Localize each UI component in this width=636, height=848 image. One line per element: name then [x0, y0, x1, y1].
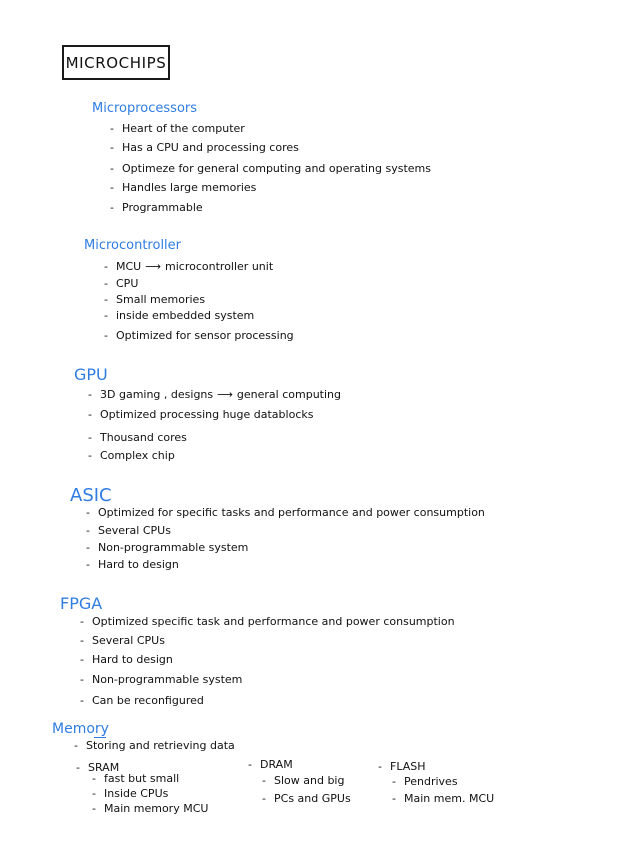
heading-microprocessors: Microprocessors	[92, 101, 198, 116]
bullet-dash: -	[110, 162, 114, 175]
bullet-dash: -	[110, 201, 114, 214]
bullet-dash: -	[104, 329, 108, 342]
list-item: - MCU ⟶ microcontroller unit	[104, 260, 274, 273]
list-item: - Inside CPUs	[92, 787, 169, 800]
bullet-dash: -	[74, 739, 78, 752]
list-item: - Optimeze for general computing and operating systems	[110, 162, 431, 175]
list-item: - Hard to design	[80, 653, 173, 666]
bullet-dash: -	[392, 792, 396, 805]
list-item: - fast but small	[92, 772, 180, 785]
list-item: - Main mem. MCU	[392, 792, 495, 805]
bullet-dash: -	[80, 615, 84, 628]
list-item: - Several CPUs	[86, 524, 171, 537]
bullet-dash: -	[110, 181, 114, 194]
heading-fpga: FPGA	[60, 594, 103, 613]
bullet-dash: -	[104, 260, 108, 273]
list-item: - Complex chip	[88, 449, 175, 462]
bullet-dash: -	[110, 122, 114, 135]
bullet-dash: -	[92, 772, 96, 785]
list-item: - Slow and big	[262, 774, 345, 787]
list-item: - PCs and GPUs	[262, 792, 351, 805]
bullet-dash: -	[88, 449, 92, 462]
list-item: - Small memories	[104, 293, 206, 306]
list-item: - Handles large memories	[110, 181, 257, 194]
list-item: - Optimized for specific tasks and performance and power consumption	[86, 506, 485, 519]
bullet-dash: -	[80, 634, 84, 647]
bullet-dash: -	[262, 792, 266, 805]
bullet-dash: -	[104, 309, 108, 322]
list-item: - Non-programmable system	[80, 673, 243, 686]
list-item: - Heart of the computer	[110, 122, 245, 135]
heading-microcontroller: Microcontroller	[84, 238, 182, 253]
bullet-dash: -	[86, 558, 90, 571]
bullet-dash: -	[378, 760, 382, 773]
list-item: - Thousand cores	[88, 431, 187, 444]
list-item: - Several CPUs	[80, 634, 165, 647]
heading-asic: ASIC	[70, 485, 112, 506]
list-item: - Pendrives	[392, 775, 458, 788]
bullet-dash: -	[80, 653, 84, 666]
list-item: - Hard to design	[86, 558, 179, 571]
page-title: MICROCHIPS	[62, 45, 170, 80]
list-item: - Optimized specific task and performance and power consumption	[80, 615, 455, 628]
list-item: - 3D gaming , designs ⟶ general computing	[88, 388, 341, 401]
list-item: - Has a CPU and processing cores	[110, 141, 299, 154]
list-item: - Can be reconfigured	[80, 694, 204, 707]
bullet-dash: -	[248, 758, 252, 771]
bullet-dash: -	[392, 775, 396, 788]
list-item: - Non-programmable system	[86, 541, 249, 554]
list-item: - Programmable	[110, 201, 203, 214]
bullet-dash: -	[110, 141, 114, 154]
heading-gpu: GPU	[74, 365, 108, 384]
memory-column-dram: - DRAM	[248, 758, 293, 771]
bullet-dash: -	[80, 694, 84, 707]
list-item: - Optimized for sensor processing	[104, 329, 294, 342]
bullet-dash: -	[88, 408, 92, 421]
bullet-dash: -	[104, 293, 108, 306]
bullet-dash: -	[88, 388, 92, 401]
bullet-dash: -	[88, 431, 92, 444]
bullet-dash: -	[92, 802, 96, 815]
bullet-dash: -	[262, 774, 266, 787]
bullet-dash: -	[80, 673, 84, 686]
arrow-right-icon: ⟶	[217, 388, 233, 401]
heading-memory: Memory	[52, 721, 109, 737]
arrow-right-icon: ⟶	[145, 260, 162, 273]
memory-column-flash: - FLASH	[378, 760, 426, 773]
list-item: - Main memory MCU	[92, 802, 209, 815]
bullet-dash: -	[104, 277, 108, 290]
bullet-dash: -	[92, 787, 96, 800]
bullet-dash: -	[86, 541, 90, 554]
bullet-dash: -	[76, 761, 80, 774]
list-item: - CPU	[104, 277, 139, 290]
memory-intro: - Storing and retrieving data	[74, 739, 235, 752]
bullet-dash: -	[86, 524, 90, 537]
bullet-dash: -	[86, 506, 90, 519]
list-item: - Optimized processing huge datablocks	[88, 408, 314, 421]
memory-column-sram: - SRAM	[76, 761, 120, 774]
list-item: - inside embedded system	[104, 309, 255, 322]
